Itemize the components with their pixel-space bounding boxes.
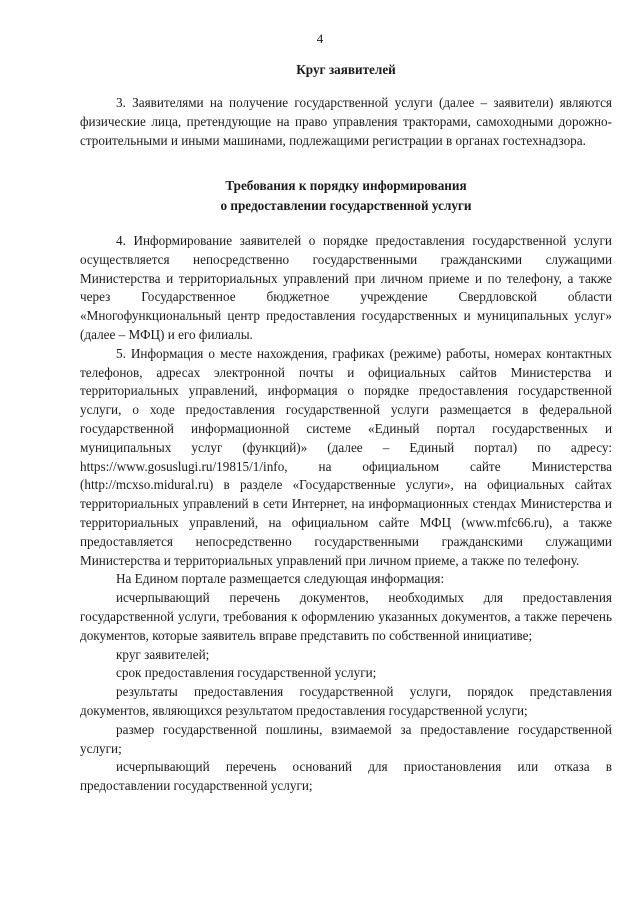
- section-title-line-1: Требования к порядку информирования: [225, 178, 467, 193]
- page-number: 4: [316, 31, 324, 46]
- paragraph-portal-intro: На Едином портале размещается следующая информация:: [116, 571, 445, 587]
- section-title-line-2: о предоставлении государственной услуги: [220, 198, 472, 213]
- list-item: исчерпывающий перечень документов, необходимых для предоставления государственной услуги, требования к оформлению указанных документов, а также перечень документов, которые заявитель вправе представить по собственной инициативе;: [80, 590, 612, 643]
- section-body-informing: [80, 232, 612, 796]
- list-item: исчерпывающий перечень оснований для приостановления или отказа в предоставлении государственной услуги;: [80, 759, 612, 794]
- list-item: размер государственной пошлины, взимаемой за предоставление государственной услуги;: [80, 721, 612, 756]
- paragraph-3: 3. Заявителями на получение государственной услуги (далее – заявители) являются физические лица, претендующие на право управления тракторами, самоходными дорожно-строительными и иными машинами, подлежащими регистрации в органах гостехнадзора.: [80, 95, 612, 148]
- section-title-applicants: Круг заявителей: [296, 62, 396, 77]
- list-item: результаты предоставления государственной услуги, порядок представления документов, являющихся результатом предоставления государственной услуги;: [80, 684, 612, 718]
- list-item: круг заявителей;: [116, 646, 210, 662]
- paragraph-5: 5. Информация о месте нахождения, графиках (режиме) работы, номерах контактных телефонов, адресах электронной почты и официальных сайтов Министерства и территориальных управлений, информация о порядке предоставления государственной услуги, о ходе предоставления государственной услуги размещается в федеральной государственной информационной системе «Единый портал государственных и муниципальных услуг (функций)» (далее – Единый портал) по адресу: https://www.gosuslugi.ru/19815/1/info, на официальном сайте Министерства (http://mcxso.midural.ru) в разделе «Государственные услуги», на официальных сайтах территориальных управлений в сети Интернет, на информационных стендах Министерства и территориальных управлений, на официальном сайте МФЦ (www.mfc66.ru), а также предоставляется непосредственно государственными гражданскими служащими Министерства и территориальных управлений при личном приеме, а также по телефону.: [80, 345, 612, 568]
- list-item: срок предоставления государственной услуги;: [116, 665, 377, 681]
- section-title-informing: [80, 176, 612, 216]
- paragraph-4: 4. Информирование заявителей о порядке предоставления государственной услуги осуществляется непосредственно государственными гражданскими служащими Министерства и территориальных управлений при личном приеме и по телефону, а также через Государственное бюджетное учреждение Свердловской области «Многофункциональный центр предоставления государственных и муниципальных услуг» (далее – МФЦ) и его филиалы.: [80, 233, 612, 342]
